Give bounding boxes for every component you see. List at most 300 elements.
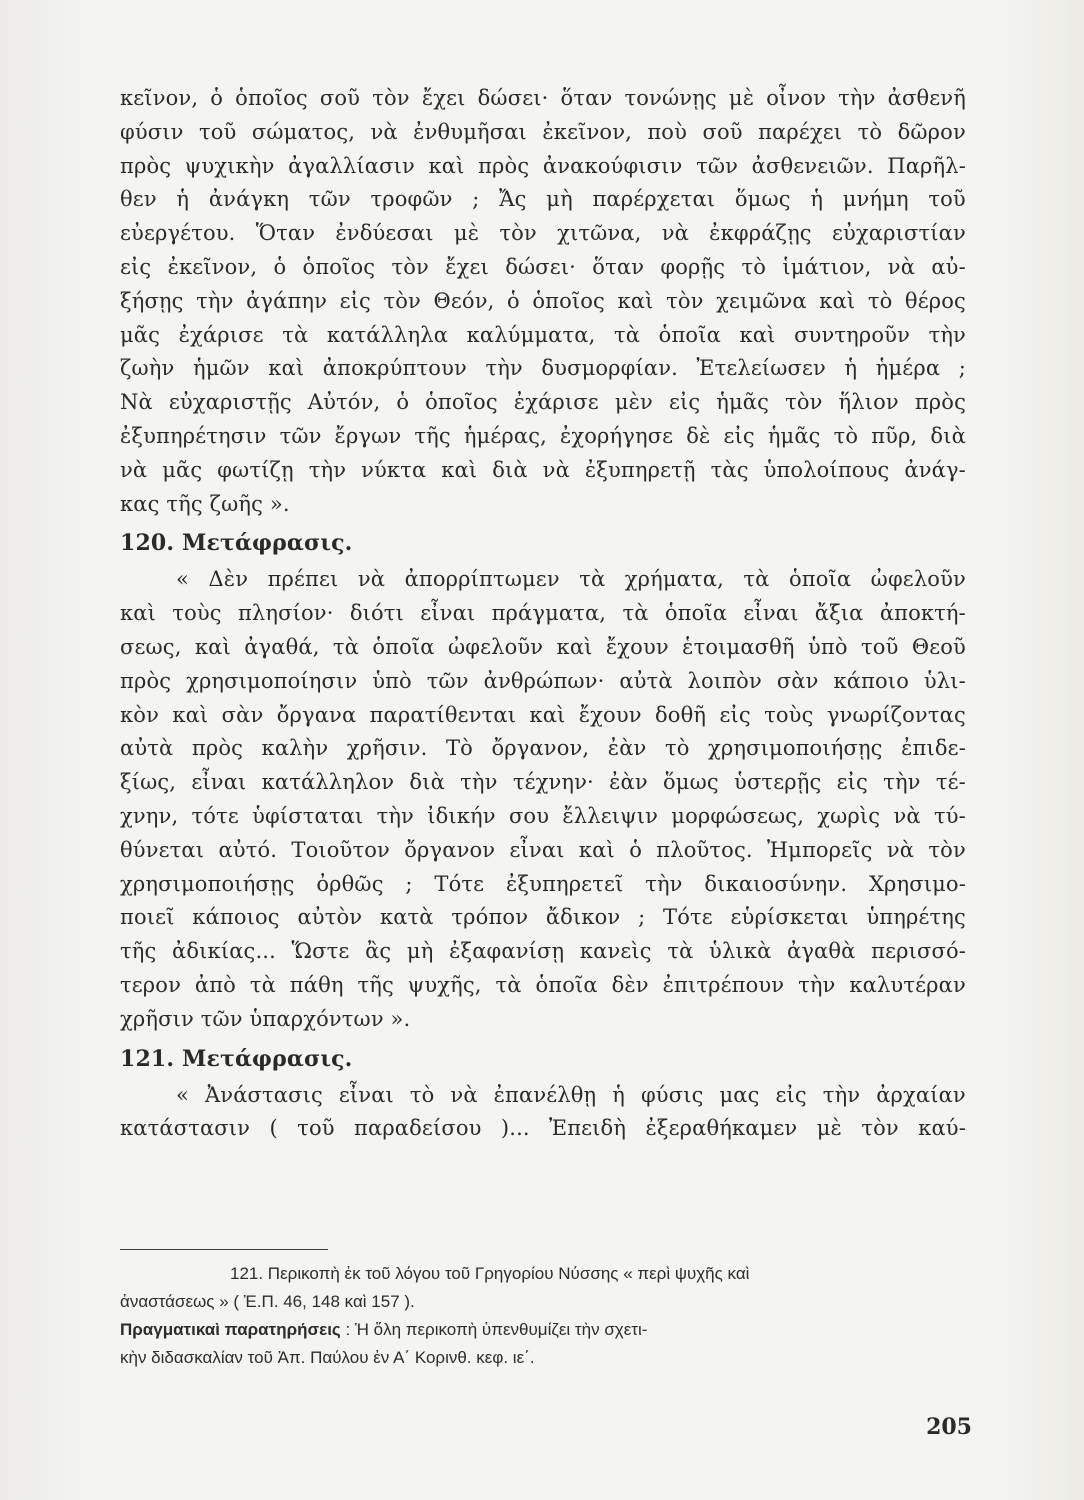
word: τὴν — [928, 322, 966, 347]
word: ἀνάγ- — [904, 457, 966, 482]
word: ὠφελοῦν — [447, 634, 544, 659]
word: ὅμως — [663, 770, 719, 795]
word: καὶ — [268, 356, 305, 381]
word: τὰ — [579, 567, 606, 592]
word: ἔχει — [445, 254, 489, 279]
word: εἰς — [719, 702, 751, 727]
word: καλυτέραν — [849, 972, 966, 997]
word: τὴν — [645, 871, 683, 896]
word: ἀπὸ — [194, 972, 236, 997]
word: εἶναι — [743, 601, 799, 626]
word: διότι — [349, 601, 404, 626]
word: Θεόν, — [433, 288, 495, 313]
word: ἰδικήν — [427, 803, 496, 828]
paragraph-line — [120, 454, 966, 488]
word: Παρῆλ- — [887, 153, 966, 178]
word: δυσμορφίαν. — [541, 356, 678, 381]
word: ( — [269, 1116, 278, 1141]
word: πλοῦτος. — [656, 837, 753, 862]
word: εἶναι — [338, 1082, 394, 1107]
footnote-line: κὴν διδασκαλίαν τοῦ Ἀπ. Παύλου ἐν Α΄ Κορινθ. κεφ. ιε΄. — [120, 1348, 535, 1367]
word: ἔργων — [334, 423, 402, 448]
word: κανεὶς — [579, 939, 652, 964]
word: καὶ — [172, 702, 209, 727]
word: ἐνδύεσαι — [335, 221, 434, 246]
word: κὸν — [120, 702, 159, 727]
word: αὐτὸν — [297, 905, 363, 930]
word: εἰς — [668, 390, 701, 415]
word: ξίως, — [120, 770, 177, 795]
word: τὸν — [928, 837, 966, 862]
word: τὰ — [282, 322, 309, 347]
word: ποιεῖ — [120, 905, 175, 930]
word: Ἐτελείωσεν — [696, 356, 826, 381]
word: ἡ — [810, 187, 824, 212]
word: δώσει· — [477, 86, 549, 110]
word: περισσό- — [871, 939, 966, 964]
word: κατάλληλα — [326, 322, 449, 347]
word: ἡμέρα — [875, 356, 941, 381]
word: χρῆσιν. — [346, 736, 428, 761]
word: σώματος, — [251, 119, 356, 144]
word: ἄδικον — [545, 905, 621, 930]
word: ἀνακούφισιν — [542, 153, 683, 178]
word: Ἀνάστασις — [204, 1082, 323, 1107]
word: μας — [719, 1082, 760, 1107]
word: τὴν — [485, 356, 523, 381]
word: πάθη — [289, 972, 344, 997]
word: ἀγαθὰ — [787, 939, 856, 964]
word: δώσει· — [505, 254, 577, 279]
word: ἀδικίας... — [172, 939, 276, 964]
word: διὰ — [409, 770, 445, 795]
word: χρησιμοποιήσῃς — [120, 871, 295, 896]
word: χρησιμοποίησιν — [186, 668, 358, 693]
paragraph-120 — [120, 597, 966, 1003]
word: Ὥστε — [291, 939, 350, 964]
word: « — [176, 1082, 189, 1107]
paragraph-line: κας τῆς ζωῆς ». — [120, 491, 290, 516]
word: πρὸς — [120, 153, 172, 178]
word: ὁ — [629, 837, 642, 862]
word: ἀγαλλίασιν — [288, 153, 415, 178]
word: ὁποῖος — [425, 390, 498, 415]
word: διὰ — [930, 423, 966, 448]
word: ὄργανα — [276, 702, 357, 727]
word: τὸ — [857, 119, 883, 144]
paragraph-line — [120, 420, 966, 454]
word: νύκτα — [361, 457, 427, 482]
word: τοῦ — [861, 634, 899, 659]
word: Τότε — [434, 871, 485, 896]
word: ἑτοιμασθῆ — [682, 634, 795, 659]
word: μὲ — [728, 86, 755, 110]
word: ὑπολοίπους — [763, 457, 890, 482]
word: τὰ — [622, 601, 649, 626]
word: τὰ — [667, 939, 694, 964]
word: τότε — [191, 803, 239, 828]
word: καὶ — [819, 288, 856, 313]
word: φωτίζῃ — [217, 457, 294, 482]
paragraph-line — [120, 969, 966, 1003]
word: τὸν — [383, 288, 421, 313]
word: εἶναι — [420, 601, 476, 626]
word: πλησίον· — [237, 601, 334, 626]
paragraph-line — [120, 665, 966, 699]
word: τὴν — [308, 457, 347, 482]
word: ζωὴν — [120, 356, 175, 381]
word: τὰ — [249, 972, 276, 997]
word: εἶναι — [191, 770, 247, 795]
word: χνην, — [120, 803, 179, 828]
word: τὸν — [861, 1116, 899, 1141]
word: μὲ — [453, 221, 480, 246]
word: ; — [405, 871, 413, 896]
word: τροφῶν — [370, 187, 453, 212]
word: μὲ — [816, 1116, 842, 1141]
word: ἡμῶν — [193, 356, 250, 381]
word: χωρὶς — [817, 803, 881, 828]
word: τὸ — [664, 736, 690, 761]
word: κατὰ — [379, 905, 434, 930]
section-120-title: 120. Μετάφρασις. — [120, 530, 353, 557]
word: φύσιν — [120, 119, 184, 144]
word: ὄργανον, — [491, 736, 590, 761]
word: καλὴν — [261, 736, 329, 761]
paragraph-line — [120, 82, 966, 116]
word: ἐχορήγησε — [559, 423, 674, 448]
word: ; — [958, 356, 966, 381]
word: ὁποῖος — [235, 86, 308, 110]
word: κατάλληλον — [261, 770, 395, 795]
word: ἀποκτή- — [879, 601, 966, 626]
word: ὁποῖα — [664, 601, 728, 626]
word: σὰν — [221, 702, 264, 727]
word: ὁ — [210, 86, 224, 110]
word: ὑπηρέτης — [866, 905, 966, 930]
paragraph-line — [120, 319, 966, 353]
word: Χρησιμο- — [868, 871, 966, 896]
word: ἐπιτρέπουν — [662, 972, 785, 997]
word: ἐχάρισε — [513, 390, 599, 415]
word: εὐεργέτου. — [120, 221, 236, 246]
word: Ἐπειδὴ — [549, 1116, 627, 1141]
word: φύσις — [640, 1082, 704, 1107]
word: Τὸ — [446, 736, 473, 761]
word: δικαιοσύνην. — [704, 871, 848, 896]
word: σου — [508, 803, 550, 828]
word: τέχνην· — [512, 770, 594, 795]
word: κατάστασιν — [120, 1116, 251, 1141]
paragraph-line — [120, 386, 966, 420]
word: τὴν — [798, 972, 836, 997]
word: ἀπορρίπτωμεν — [404, 567, 560, 592]
word: τῶν — [696, 153, 739, 178]
word: καύ- — [918, 1116, 966, 1141]
word: ἀρχαίαν — [876, 1082, 966, 1107]
paragraph-line — [120, 901, 966, 935]
footnote-remarks-line — [120, 1316, 966, 1344]
word: εἰς — [836, 770, 868, 795]
section-121-title: 121. Μετάφρασις. — [120, 1045, 353, 1072]
paragraph-line — [120, 732, 966, 766]
word: ἐχάρισε — [178, 322, 264, 347]
word: παρατίθενται — [369, 702, 517, 727]
word: ὁποῖος — [302, 254, 376, 279]
paragraph-line — [120, 150, 966, 184]
word: Δὲν — [208, 567, 249, 592]
word: δὲ — [686, 423, 711, 448]
word: καὶ — [428, 153, 465, 178]
paragraph-line: χρῆσιν τῶν ὑπαρχόντων ». — [120, 1006, 411, 1031]
word: τὴν — [883, 770, 921, 795]
word: ἄξια — [814, 601, 864, 626]
word: σοῦ — [702, 119, 743, 144]
word: νὰ — [886, 837, 915, 862]
word: χρήματα, — [624, 567, 724, 592]
word: τὸν — [391, 254, 429, 279]
word: καλύμματα, — [466, 322, 596, 347]
word: ὀρθῶς — [316, 871, 384, 896]
word: ἡμᾶς — [767, 423, 821, 448]
word: τοῦ — [198, 119, 237, 144]
word: ἐκεῖνον, — [167, 254, 258, 279]
word: τύ- — [933, 803, 966, 828]
word: νὰ — [450, 1082, 478, 1107]
paragraph-line — [120, 699, 966, 733]
word: εὐχαριστῇς — [168, 390, 292, 415]
word: καὶ — [120, 601, 156, 626]
word: ὁποῖα — [372, 634, 435, 659]
word: ἐκφράζῃς — [709, 221, 812, 246]
word: ἐξυπηρετῇ — [584, 457, 696, 482]
word: ὅμως — [734, 187, 791, 212]
paragraph-line — [120, 116, 966, 150]
word: ἂς — [365, 939, 392, 964]
word: ὅταν — [592, 254, 645, 279]
word: τρόπον — [451, 905, 529, 930]
word: τῆς — [120, 939, 157, 964]
word: νὰ — [542, 457, 570, 482]
word: χρησιμοποιήσῃς — [708, 736, 883, 761]
word: ὑλικὰ — [709, 939, 772, 964]
word: κάποιο — [833, 668, 909, 693]
word: πράγματα, — [491, 601, 607, 626]
paragraph-line — [120, 251, 966, 285]
word: νὰ — [661, 221, 689, 246]
word: καὶ — [529, 702, 566, 727]
word: οἶνον — [766, 86, 827, 110]
word: τὰ — [614, 322, 641, 347]
word: τῶν — [279, 423, 322, 448]
word: πρὸς — [120, 668, 172, 693]
word: ἀσθενῆ — [887, 86, 966, 110]
word: αὐτό. — [218, 837, 278, 862]
word: μνήμη — [842, 187, 909, 212]
word: ἐκεῖνον, — [542, 119, 632, 144]
word: ξήσῃς — [120, 288, 184, 313]
word: ἐξυπηρετεῖ — [505, 871, 624, 896]
paragraph-line — [120, 183, 966, 217]
word: τοῦ — [928, 187, 966, 212]
word: τονώνῃς — [624, 86, 717, 110]
word: ἔλλειψιν — [562, 803, 659, 828]
word: διὰ — [492, 457, 528, 482]
word: καὶ — [617, 288, 654, 313]
word: τὴν — [838, 86, 876, 110]
word: εἰς — [723, 423, 755, 448]
word: ἀσθενειῶν. — [751, 153, 874, 178]
word: ὁποῖα — [788, 567, 852, 592]
word: αὐ- — [931, 254, 966, 279]
word: Νὰ — [120, 390, 153, 415]
word: ἡμέρας, — [463, 423, 547, 448]
footnote-divider — [120, 1249, 328, 1250]
word: ἐὰν — [607, 736, 647, 761]
word: ὑστερῇς — [734, 770, 822, 795]
word: ἔχουν — [578, 702, 642, 727]
word: εἰς — [775, 1082, 807, 1107]
word: τὸ — [833, 423, 859, 448]
word: νὰ — [893, 803, 921, 828]
word: ὑφίσταται — [252, 803, 364, 828]
word: μὲν — [614, 390, 653, 415]
word: νὰ — [357, 567, 386, 592]
word: χιτῶνα, — [557, 221, 642, 246]
word: αὐτὰ — [619, 668, 673, 693]
word: Θεοῦ — [911, 634, 966, 659]
word: ὁποῖος — [532, 288, 605, 313]
word: ἀποκρύπτουν — [322, 356, 467, 381]
word: Ἠμπορεῖς — [767, 837, 873, 862]
word: ἀγαθά, — [244, 634, 320, 659]
word: πρὸς — [191, 736, 244, 761]
word: δοθῆ — [655, 702, 707, 727]
word: Ὅταν — [255, 221, 316, 246]
word: καὶ — [194, 634, 231, 659]
word: ἀνάγκη — [208, 187, 290, 212]
word: μὴ — [406, 939, 434, 964]
word: Τοιοῦτον — [291, 837, 390, 862]
paragraph-line — [120, 597, 966, 631]
word: τὸ — [867, 288, 893, 313]
word: ψυχῆς, — [407, 972, 482, 997]
footnote-line: 121. Περικοπὴ ἐκ τοῦ λόγου τοῦ Γρηγορίου Νύσσης « περὶ ψυχῆς καὶ — [230, 1264, 750, 1283]
word: ἡ — [176, 187, 190, 212]
paragraph-line — [120, 868, 966, 902]
page-number: 205 — [926, 1414, 972, 1440]
word: τὰς — [710, 457, 749, 482]
paragraph-line — [120, 285, 966, 319]
word: πρὸς — [914, 390, 966, 415]
word: σοῦ — [319, 86, 361, 110]
word: ὑπὸ — [372, 668, 412, 693]
word: ὑπὸ — [808, 634, 848, 659]
word: ἡμᾶς — [716, 390, 770, 415]
word: θέρος — [904, 288, 966, 313]
word: κεῖνον, — [120, 86, 199, 110]
paragraph-line — [120, 1079, 966, 1113]
word: Ἄς — [499, 187, 527, 212]
word: τὸν — [666, 288, 704, 313]
word: συντηροῦν — [794, 322, 910, 347]
paragraph-119-continued — [120, 82, 966, 488]
word: εὑρίσκεται — [730, 905, 849, 930]
word: ἔχει — [421, 86, 466, 110]
word: ὄργανον — [404, 837, 496, 862]
footnote-line: ἀναστάσεως » ( Ἐ.Π. 46, 148 καὶ 157 ). — [120, 1292, 415, 1311]
paragraph-line — [120, 834, 966, 868]
word: δὲν — [611, 972, 649, 997]
word: θεν — [120, 187, 157, 212]
word: εὐχαριστίαν — [831, 221, 966, 246]
remarks-label: Πραγματικαὶ παρατηρήσεις — [120, 1320, 341, 1339]
paragraph-line — [120, 766, 966, 800]
word: ; — [472, 187, 480, 212]
word: παρέχει — [758, 119, 843, 144]
word: τὸν — [785, 390, 823, 415]
word: ὁ — [396, 390, 410, 415]
word: ἔχουν — [605, 634, 669, 659]
word: θύνεται — [120, 837, 205, 862]
word: ὁ — [273, 254, 287, 279]
word: τῶν — [308, 187, 351, 212]
paragraph-line — [120, 631, 966, 665]
word: τὸ — [409, 1082, 435, 1107]
word: μὴ — [546, 187, 573, 212]
word: μορφώσεως, — [671, 803, 805, 828]
word: νὰ — [370, 119, 398, 144]
word: ὅταν — [560, 86, 613, 110]
word: τὴν — [460, 770, 498, 795]
word: τὸν — [372, 86, 410, 110]
word: Αὐτόν, — [307, 390, 381, 415]
word: μᾶς — [162, 457, 203, 482]
word: τοῦ — [297, 1116, 335, 1141]
word: τὰ — [332, 634, 359, 659]
paragraph-line — [120, 563, 966, 597]
word: Τότε — [663, 905, 713, 930]
word: τέ- — [935, 770, 966, 795]
word: ἡ — [844, 356, 858, 381]
word: τὴν — [376, 803, 414, 828]
word: τοὺς — [764, 702, 814, 727]
word: ἀνθρώπων· — [483, 668, 605, 693]
word: ποὺ — [647, 119, 688, 144]
word: καὶ — [441, 457, 478, 482]
word: ψυχικὴν — [184, 153, 275, 178]
word: τὴν — [822, 1082, 861, 1107]
word: ἐξεραθήκαμεν — [645, 1116, 798, 1141]
word: ἡ — [612, 1082, 625, 1107]
word: ὠφελοῦν — [870, 567, 966, 592]
word: ἐνθυμῆσαι — [413, 119, 527, 144]
paragraph-line — [120, 217, 966, 251]
word: σεως, — [120, 634, 182, 659]
word: χειμῶνα — [716, 288, 807, 313]
word: κάποιος — [192, 905, 280, 930]
word: ὁ — [507, 288, 520, 313]
word: τῶν — [426, 668, 469, 693]
word: ὑλι- — [923, 668, 966, 693]
word: τοὺς — [172, 601, 222, 626]
word: καὶ — [739, 322, 776, 347]
word: τὰ — [495, 972, 522, 997]
word: γνωρίζοντας — [826, 702, 966, 727]
word: πῦρ, — [871, 423, 918, 448]
main-text — [120, 82, 966, 1146]
word: δῶρον — [897, 119, 966, 144]
